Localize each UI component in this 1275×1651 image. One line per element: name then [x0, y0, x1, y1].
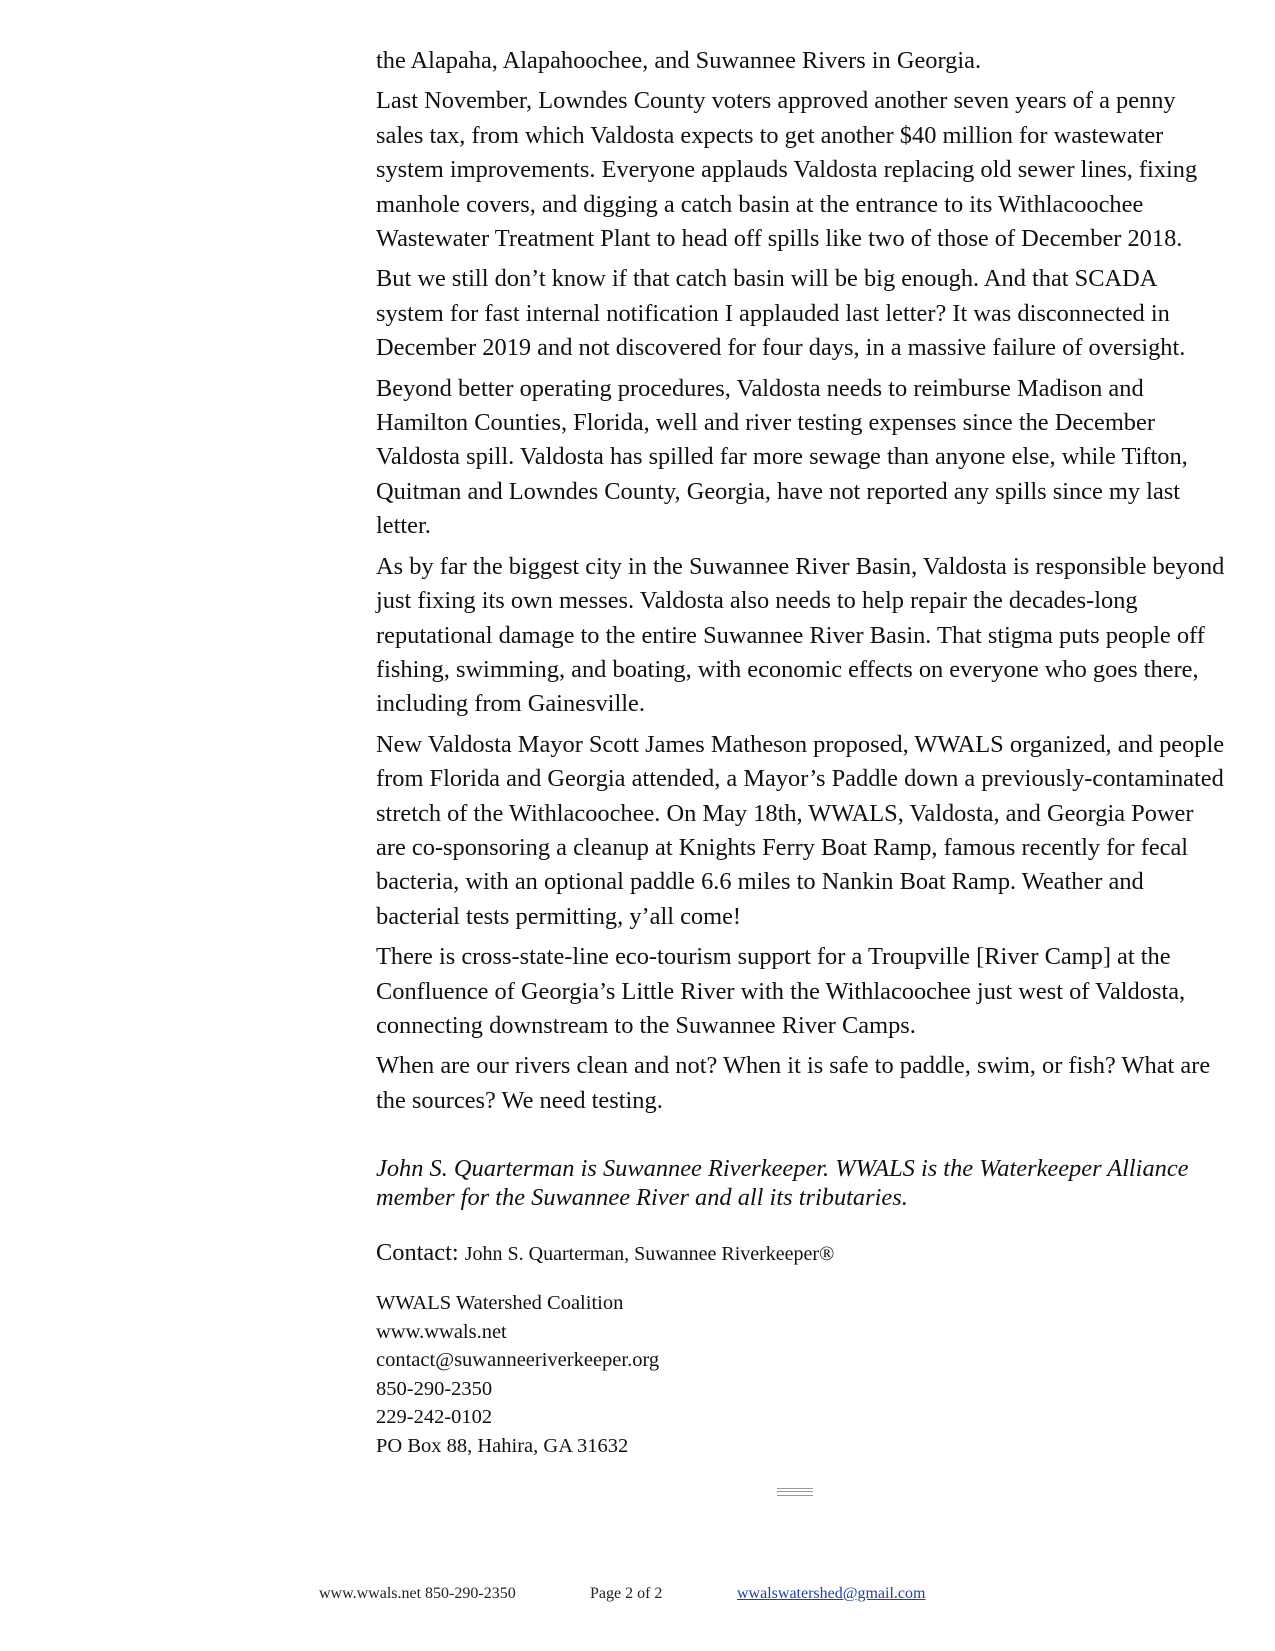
footer-contact: www.wwals.net 850-290-2350 — [319, 1585, 516, 1602]
paragraph-5: As by far the biggest city in the Suwannee River Basin, Valdosta is responsible beyond just fixing its own messes. Valdosta also needs to help repair the decades-long reputational damage to the entire Suwannee River Basin. That stigma puts people off fishing, swimming, and boating, with economic effects on everyone who goes there, including from Gainesville. — [376, 552, 1225, 718]
contact-name: John S. Quarterman, Suwannee Riverkeeper® — [464, 1243, 835, 1266]
author-bio: John S. Quarterman is Suwannee Riverkeeper. WWALS is the Waterkeeper Alliance member for the Suwannee River and all its tributaries. — [376, 1155, 1189, 1212]
address-block — [376, 1289, 1228, 1460]
end-divider — [777, 1488, 813, 1496]
paragraph-3: But we still don’t know if that catch basin will be big enough. And that SCADA system for fast internal notification I applauded last letter? It was disconnected in December 2019 and not discovered for four days, in a massive failure of oversight. — [376, 265, 1186, 362]
org-po-box: PO Box 88, Hahira, GA 31632 — [376, 1434, 629, 1457]
org-phone-1: 850-290-2350 — [376, 1377, 493, 1400]
paragraph-7: There is cross-state-line eco-tourism support for a Troupville [River Camp] at the Confluence of Georgia’s Little River with the Withlacoochee just west of Valdosta, connecting downstream to the Suwannee River Camps. — [376, 943, 1186, 1039]
paragraph-8: When are our rivers clean and not? When it is safe to paddle, swim, or fish? What are the sources? We need testing. — [376, 1052, 1211, 1114]
paragraph-6: New Valdosta Mayor Scott James Matheson proposed, WWALS organized, and people from Florida and Georgia attended, a Mayor’s Paddle down a previously-contaminated stretch of the Withlacoochee. On May 18th, WWALS, Valdosta, and Georgia Power are co-sponsoring a cleanup at Knights Ferry Boat Ramp, famous recently for fecal bacteria, with an optional paddle 6.6 miles to Nankin Boat Ramp. Weather and bacterial tests permitting, y’all come! — [376, 730, 1225, 930]
org-phone-2: 229-242-0102 — [376, 1406, 493, 1429]
paragraph-4: Beyond better operating procedures, Valdosta needs to reimburse Madison and Hamilton Counties, Florida, well and river testing expenses since the December Valdosta spill. Valdosta has spilled far more sewage than anyone else, while Tifton, Quitman and Lowndes County, Georgia, have not reported any spills since my last letter. — [376, 374, 1188, 540]
paragraph-2: Last November, Lowndes County voters approved another seven years of a penny sales tax, from which Valdosta expects to get another $40 million for wastewater system improvements. Everyone applauds Valdosta replacing old sewer lines, fixing manhole covers, and digging a catch basin at the entrance to its Withlacoochee Wastewater Treatment Plant to head off spills like two of those of December 2018. — [376, 87, 1198, 253]
contact-label: Contact: — [376, 1239, 459, 1267]
contact-line — [376, 1238, 1228, 1269]
org-website: www.wwals.net — [376, 1320, 507, 1343]
org-name: WWALS Watershed Coalition — [376, 1292, 624, 1315]
letter-body — [376, 44, 1228, 1460]
footer-page-number: Page 2 of 2 — [590, 1585, 663, 1602]
footer-email-link[interactable]: wwalswatershed@gmail.com — [737, 1585, 926, 1602]
org-email: contact@suwanneeriverkeeper.org — [376, 1349, 660, 1372]
paragraph-1: the Alapaha, Alapahoochee, and Suwannee Rivers in Georgia. — [376, 47, 982, 74]
